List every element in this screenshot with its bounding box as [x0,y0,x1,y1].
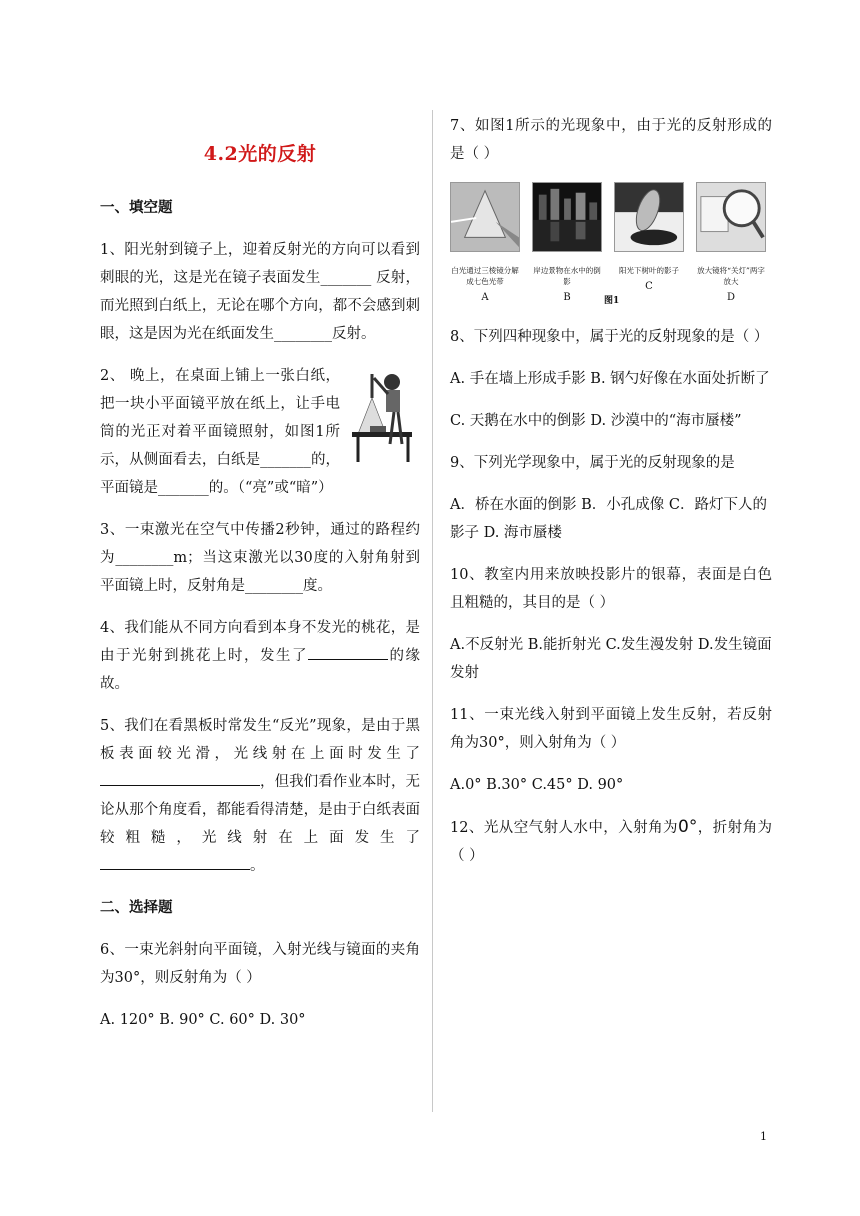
question-12-tail: ，折射角为（ ） [450,820,773,864]
flashlight-mirror-illustration [352,364,420,464]
question-4-text: 4、我们能从不同方向看到本身不发光的桃花，是由于光射到挑花上时，发生了 [100,620,420,664]
city-reflection-photo [532,182,602,252]
question-9: 9、下列光学现象中，属于光的反射现象的是 [450,455,735,471]
right-column [450,112,772,884]
answer-blank [308,643,388,660]
figure-a-caption: 白光通过三棱镜分解成七色光带 [451,266,519,286]
prism-photo [450,182,520,252]
question-6-options: A. 120° B. 90° C. 60° D. 30° [100,1012,306,1028]
question-7: 7、如图1所示的光现象中，由于光的反射形成的是（ ） [450,118,772,162]
question-9-options: A．桥在水面的倒影 B．小孔成像 C．路灯下人的影子 D. 海市蜃楼 [450,497,767,541]
figure-b-caption: 岸边景物在水中的倒影 [533,266,601,286]
leaf-shadow-photo [614,182,684,252]
question-3: 3、一束激光在空气中传播2秒钟，通过的路程约为________m；当这束激光以30度的入射角射到平面镜上时，反射角是________度。 [100,522,420,594]
column-divider [432,110,433,1112]
figure-b-letter: B [563,292,571,303]
question-5-part-c: 。 [250,858,265,874]
magnifier-photo [696,182,766,252]
figure-d-letter: D [726,292,736,303]
section-fill-blank: 一、填空题 [100,199,173,216]
question-8: 8、下列四种现象中，属于光的反射现象的是（ ） [450,329,769,345]
question-11-options: A.0° B.30° C.45° D. 90° [450,777,624,793]
question-1: 1、阳光射到镜子上，迎着反射光的方向可以看到刺眼的光，这是光在镜子表面发生_______ 反射，而光照到白纸上，无论在哪个方向，都不会感到刺眼，这是因为光在纸面发生________反射。 [100,242,420,342]
section-multiple-choice: 二、选择题 [100,899,173,916]
question-5-part-b: ，但我们看作业本时，无论从那个角度看，都能看得清楚，是由于白纸表面较粗糙，光线射在上面发生了 [100,774,420,846]
figure-a-letter: A [481,292,489,303]
figure-c-letter: C [645,281,653,292]
question-10: 10、教室内用来放映投影片的银幕，表面是白色且粗糙的，其目的是（ ） [450,567,772,611]
question-5 [100,712,420,880]
page-title: 4.2光的反射 [203,143,317,165]
question-8-options-ab: A. 手在墙上形成手影 B. 钢勺好像在水面处折断了 [450,371,770,387]
answer-blank [100,853,250,870]
page-number: 1 [760,1130,767,1143]
figure-c-caption: 阳光下树叶的影子 [619,266,679,275]
question-2-text: 2、 晚上，在桌面上铺上一张白纸，把一块小平面镜平放在纸上，让手电筒的光正对着平面镜照射，如图1所示，从侧面看去，白纸是_______的，平面镜是_______的。（“亮”或“暗”） [100,368,340,496]
question-12-text: 12、光从空气射人水中，入射角为 [450,820,678,836]
question-10-options: A.不反射光 B.能折射光 C.发生漫发射 D.发生镜面发射 [450,637,772,681]
question-4 [100,614,420,698]
question-4-tail: 的缘故。 [100,648,420,692]
figure-a [450,182,520,305]
figure-d [696,182,766,305]
question-5-part-a: 5、我们在看黑板时常发生“反光”现象，是由于黑板表面较光滑，光线射在上面时发生了 [100,718,420,762]
left-column [100,130,420,1048]
question-11: 11、一束光线入射到平面镜上发生反射，若反射角为30°，则入射角为（ ） [450,707,772,751]
question-2 [100,362,420,502]
figure-1-label: 图1 [604,296,620,306]
figure-1-row [450,182,772,305]
answer-blank [100,769,260,786]
question-6: 6、一束光斜射向平面镜，入射光线与镜面的夹角为30°，则反射角为（ ） [100,942,420,986]
question-12 [450,813,772,870]
figure-c [614,182,684,305]
figure-b [532,182,602,305]
question-8-options-cd: C. 天鹅在水中的倒影 D. 沙漠中的“海市蜃楼” [450,413,742,429]
figure-d-caption: 放大镜将“关灯”两字放大 [697,266,765,286]
question-12-angle: 0° [678,817,698,837]
